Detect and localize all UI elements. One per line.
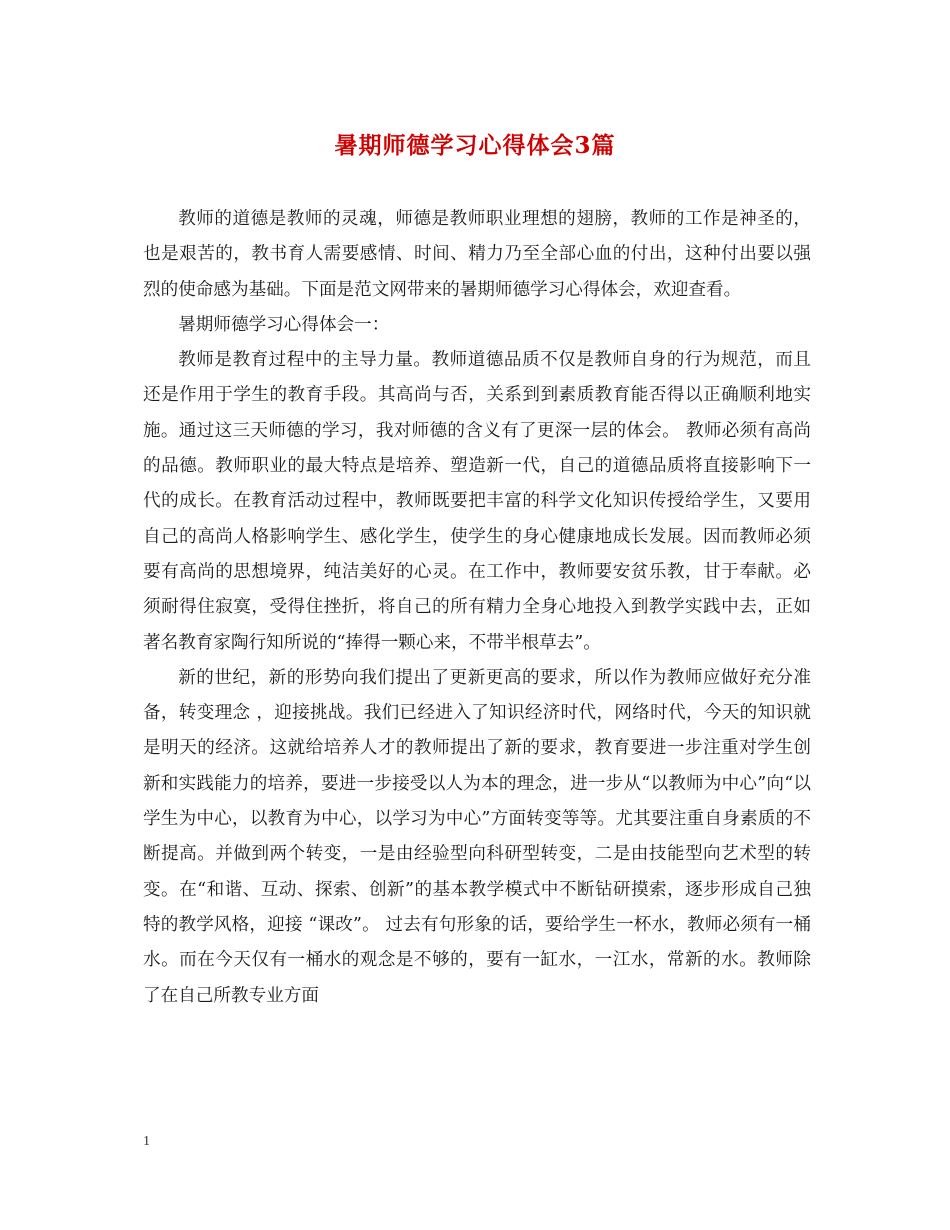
document-body [143,202,811,1014]
intro-paragraph: 教师的道德是教师的灵魂，师德是教师职业理想的翅膀，教师的工作是神圣的，也是艰苦的，教书育人需要感情、时间、精力乃至全部心血的付出，这种付出要以强烈的使命感为基础。下面是范文网带来的暑期师德学习心得体会，欢迎查看。 [143,209,811,300]
body-paragraph: 教师是教育过程中的主导力量。教师道德品质不仅是教师自身的行为规范，而且还是作用于学生的教育手段。其高尚与否，关系到到素质教育能否得以正确顺利地实施。通过这三天师德的学习，我对师德的含义有了更深一层的体会。 教师必须有高尚的品德。教师职业的最大特点是培养、塑造新一代，自己的道德品质将直接影响下一代的成长。在教育活动过程中，教师既要把丰富的科学文化知识传授给学生，又要用自己的高尚人格影响学生、感化学生，使学生的身心健康地成长发展。因而教师必须要有高尚的思想境界，纯洁美好的心灵。在工作中，教师要安贫乐教，甘于奉献。必须耐得住寂寞，受得住挫折，将自己的所有精力全身心地投入到教学实践中去，正如著名教育家陶行知所说的“捧得一颗心来，不带半根草去”。 [143,350,811,653]
document-title: 暑期师德学习心得体会3篇 [334,132,616,159]
section-heading: 暑期师德学习心得体会一： [178,314,390,335]
body-paragraph: 新的世纪，新的形势向我们提出了更新更高的要求，所以作为教师应做好充分准备，转变理念 ，迎接挑战。我们已经进入了知识经济时代，网络时代，今天的知识就是明天的经济。这就给培养人才的教师提出了新的要求，教育要进一步注重对学生创新和实践能力的培养，要进一步接受以人为本的理念，进一步从“以教师为中心”向“以学生为中心，以教育为中心，以学习为中心”方面转变等等。尤其要注重自身素质的不断提高。并做到两个转变，一是由经验型向科研型转变，二是由技能型向艺术型的转变。在“和谐、互动、探索、创新”的基本教学模式中不断钻研摸索，逐步形成自己独特的教学风格，迎接 “课改”。 过去有句形象的话，要给学生一杯水，教师必须有一桶水。而在今天仅有一桶水的观念是不够的，要有一缸水，一江水，常新的水。教师除了在自己所教专业方面 [143,667,811,1006]
page-number: 1 [143,1134,150,1149]
